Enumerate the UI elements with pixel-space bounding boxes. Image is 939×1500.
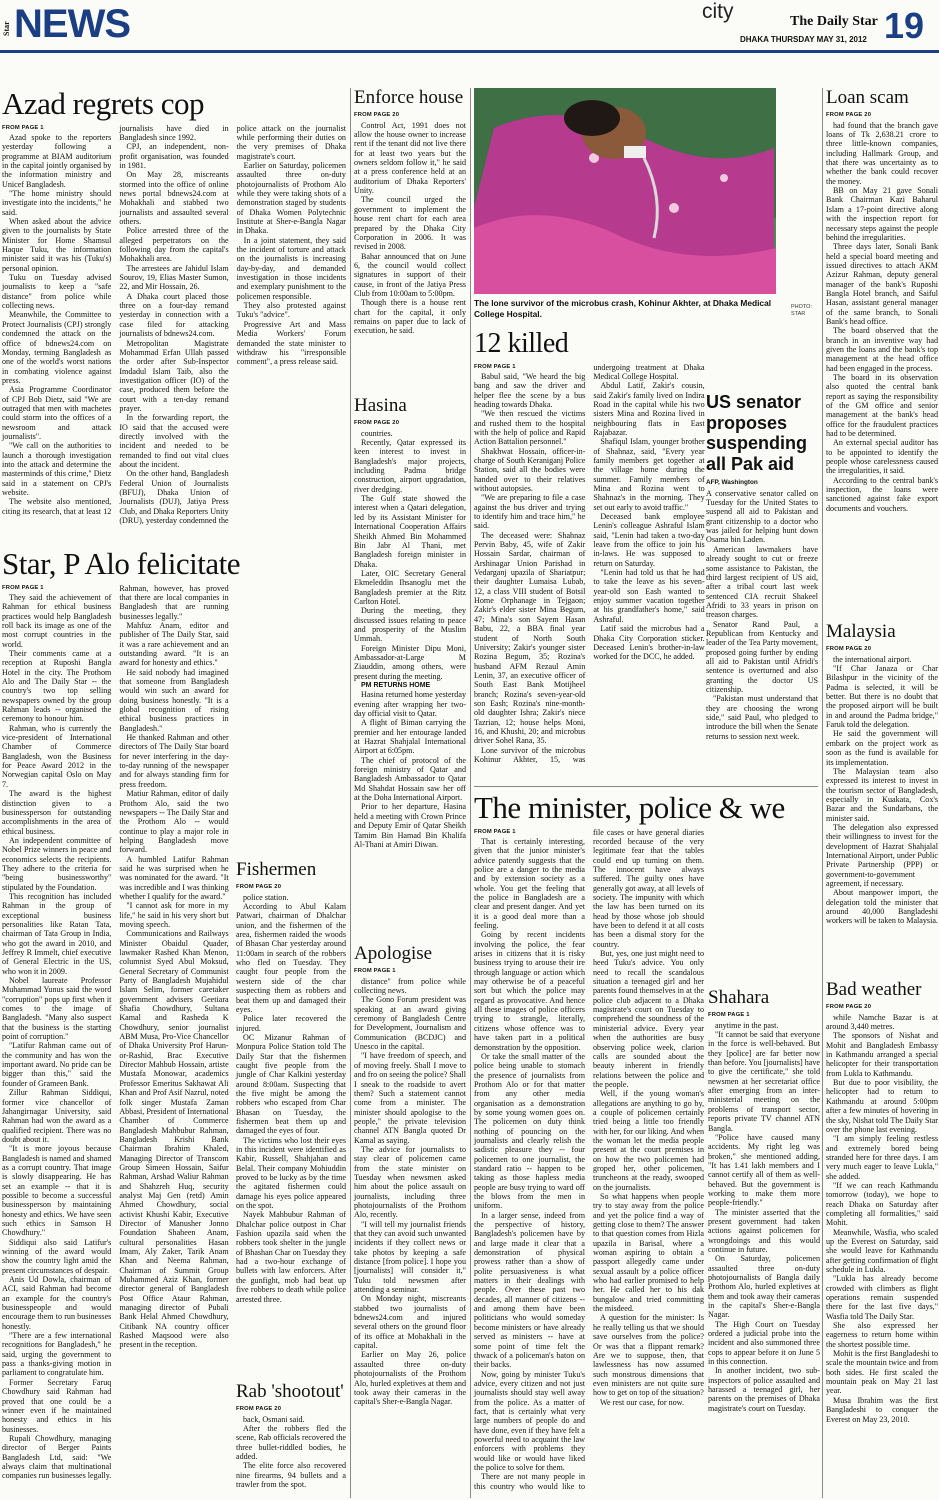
article-paragraph: Matiur Rahman, editor of daily Prothom Alo, said the two newspapers -- The Daily Star and the Prothom Alo -- would continue to play a major role in helping Bangladesh move forward. [119, 789, 229, 855]
article-hasina [354, 396, 466, 936]
jump-label: FROM PAGE 1 [2, 584, 44, 591]
jump-label: FROM PAGE 20 [826, 646, 872, 653]
article-paragraph: A flight of Biman carrying the premier and her entourage landed at Hazrat Shahjalal International Airport at 6:05pm. [354, 718, 466, 756]
paper-name: The Daily Star [790, 14, 878, 29]
article-paragraph: But due to poor visibility, the helicopter had to return to Kathmandu at around 5:00pm after a few minutes of hovering in the sky, Nishat told The Daily Star over the phone last evening. [826, 1078, 938, 1134]
jump-label: FROM PAGE 20 [236, 884, 282, 891]
article-paragraph: Latif said the microbus had a Dhaka City Corporation sticker. Deceased Lenin's brother-in-law worked for the DCC, he added. [593, 624, 705, 662]
article-paragraph: Now, going by minister Tuku's advice, every citizen and not just journalists should stay well away from the police. As a matter of fact, that is certainly what very large numbers of people do and have done, even if they have felt a powerful need to acquaint the law enforcers with problems they would like or would have liked the police to solve for them. [474, 1369, 586, 1472]
headline: Apologise [354, 943, 433, 964]
article-loan-scam [826, 88, 938, 618]
article-paragraph: PM RETURNS HOME [361, 682, 431, 689]
article-paragraph: "We are preparing to file a case against the bus driver and trying to identify him and trace him," he said. [474, 493, 586, 531]
article-paragraph: There are not many people in this country who would like to file cases or have general diaries recorded because of the very legitimate fear that the tables could end up turning on them. The innocent have always suffered. The guilty ones have generally got away, at all levels of society. The impunity with which the law has been turned on its head by those whose job should have been to defend it at all costs has been a dismal story for the country. [474, 827, 704, 1491]
article-body [474, 828, 704, 1494]
article-paragraph: The chief of protocol of the foreign ministry of Qatar and Bangladesh Ambassador to Qatar Md Shahdat Hossain saw her off at the Doha International Airport. [354, 755, 466, 803]
article-paragraph: The elite force also recovered nine firearms, 94 bullets and a trawler from the spot. [236, 1461, 346, 1490]
article-body [354, 111, 466, 392]
headline: Loan scam [826, 87, 909, 108]
article-paragraph: Control Act, 1991 does not allow the house owner to increase rent if the tenant did not live there for at least two years but the owners seldom follow it," he said at a press conference held at an auditorium of Dhaka Reporters' Unity. [354, 120, 466, 196]
article-paragraph: He said nobody had imagined that someone from Bangladesh would win such an award for doing business honestly. "It is a global recognition of rising ethical business practices in Bangladesh." [119, 667, 229, 733]
photo-caption: The lone survivor of the microbus crash, Kohinur Akhter, at Dhaka Medical College Hospital. [474, 298, 772, 319]
article-paragraph: Rupali Chowdhury, managing director of Berger Paints Bangladesh Ltd, said: "We always claim that multinational companies run businesses legally. Rahman, however, has proved that there are local companies in Bangladesh that are running businesses legally." [2, 583, 229, 1481]
article-body [236, 1405, 346, 1499]
article-paragraph: police station. [243, 892, 289, 902]
article-paragraph: The Gono Forum president was speaking at an award giving ceremony of Bangladesh Centre for Development, Journalism and Communication (BCDJC) and Unesco in the capital. [354, 995, 466, 1052]
jump-label: FROM PAGE 1 [474, 828, 516, 835]
article-paragraph: Foreign Minister Dipu Moni, Ambassador-at-Large M Ziauddin, among others, were present during the meeting. [354, 643, 466, 681]
article-paragraph: In another incident, two sub-inspectors of police assaulted and harassed a teenaged girl, her parents on the premises of Dhaka magistrate's court on Tuesday. [708, 1366, 820, 1413]
article-paragraph: The award is the highest distinction given to a businessperson for outstanding accomplishments in the area of ethical business. [2, 789, 112, 836]
article-paragraph: A conservative senator called on Tuesday for the United States to suspend all aid to Pakistan and grant citizenship to a doctor who was jailed for helping hunt down Osama bin Laden. [706, 488, 818, 545]
article-paragraph: Shafiqul Islam, younger brother of Shahnaz, said, "Every year family members get together at the village home during the summer. Family members of Mina and Rozina went to Shahnaz's in the morning. They set out early to avoid traffic." [593, 437, 705, 512]
article-paragraph: while Namche Bazar is at around 3,440 metres. [826, 1012, 938, 1032]
column-rule [470, 88, 471, 1498]
article-body [708, 1011, 820, 1499]
article-paragraph: Nobel laureate Professor Muhammad Yunus said the word "corruption" pops up first when it comes to the image of Bangladesh. "Many also suspect that the business is the starting point of corruption." [2, 976, 112, 1042]
article-paragraph: An external special auditor has to be appointed to identify the people whose carelessness caused the irregularities, it said. [826, 438, 938, 476]
article-paragraph: Communications and Railways Minister Obaidul Quader, lawmaker Rashed Khan Menon, columnist Syed Abul Moksud, General Secretary of Communist Party of Bangladesh Mujahidul Islam Selim, former caretaker government advisers Geetiara Shafia Chowdhury, Sultana Kamal and Rasheda K Chowdhury, senior journalist ABM Musa, Pro-Vice Chancellor of Dhaka University Prof Harun-or-Rashid, Brac Executive Director Mahbub Hossain, artiste Mustafa Monowar, academics Professor Emeritus Sakhawat Ali Khan and Prof Asif Nazrul, noted folk singer Mustafa Zaman Abbasi, President of International Chamber of Commerce Bangladesh Mahbubur Rahman, Bangladesh Krishi Bank Chairman Ibrahim Khaled, Managing Director of Transcom Group Simeen Hossain, Saifur Rahman, Arshad Waliur Rahman and Shahzreh Huq, security analyst Maj Gen (retd) Amin Ahmed Chowdhury, social activist Khushi Kabir, Executive Director of Manusher Jonno Foundation Shaheen Anam, cultural personalities Hasan Imam, Aly Zaker, Tarik Anam Khan and Neema Rahman, Chairman of Summit Group Muhammed Aziz Khan, former director general of Bangladesh Post Office Ataur Rahman, managing director of Pubali Bank Helal Ahmed Chowdhury, Citibank NA country officer Rashed Maqsood were also present in the reception. [119, 929, 229, 1350]
article-azad [2, 88, 346, 538]
headline: Malaysia [826, 621, 896, 642]
jump-label: FROM PAGE 20 [826, 112, 872, 119]
article-paragraph: Going by recent incidents involving the police, the fear arises in citizens that it is risky business trying to arouse their ire through language or action which may otherwise be of a peaceful sort but which the police may regard as provocative. And hence all these images of police officers trying to strangle, literally, citizens whose offence was to have taken part in a political demonstration by the opposition. [474, 930, 585, 1052]
article-paragraph: Musa Ibrahim was the first Bangladeshi to conquer the Everest on May 23, 2010. [826, 1395, 938, 1424]
article-paragraph: Hasina returned home yesterday evening after wrapping her two-day official visit to Qatar. [354, 690, 466, 719]
article-bad-weather [826, 980, 938, 1498]
article-paragraph: The High Court on Tuesday ordered a judicial probe into the incident and also summoned three cops to appear before it on June 5 in this connection. [708, 1319, 820, 1367]
article-paragraph: Zillur Rahman Siddiqui, former vice chancellor of Jahangirnagar University, said Rahman had won the award as a qualified recipient. There was no doubt about it. [2, 1088, 112, 1144]
section-title: NEWS [14, 2, 130, 46]
headline: US senator proposes suspending all Pak aid [706, 392, 808, 475]
news-photo [474, 88, 776, 294]
article-paragraph: "If Char Janaza or Char Bilashpur in the vicinity of the Padma is selected, it will be better. But there is no doubt that the proposed airport will be built in and around the Padma bridge," Faruk told the delegation. [826, 664, 938, 730]
jump-label: FROM PAGE 1 [2, 124, 44, 131]
article-paragraph: "Pakistan must understand that they are choosing the wrong side," said Paul, who pledged to introduce the bill when the Senate returns to session next week. [706, 694, 818, 741]
article-paragraph: "We then rescued the victims and rushed them to the hospital with the help of police and Rapid Action Battalion personnel." [474, 409, 586, 447]
headline: Hasina [354, 395, 407, 416]
article-paragraph: "I cannot ask for more in my life," he said in his very short but moving speech. [119, 901, 229, 929]
article-paragraph: "I will tell my journalist friends that they can avoid such unwanted incidents if they collect news or take photos by keeping a safe distance [from police]. I hope you [journalists] will consider it," Tuku told newsmen after attending a seminar. [354, 1219, 466, 1295]
headline: Fishermen [236, 859, 317, 880]
article-paragraph: "Police have caused many accidents. My right leg was broken," she mentioned adding, "It has 1.41 lakh members and I cannot certify all of them as well-behaved. But the government is working to make them more people-friendly." [708, 1132, 820, 1208]
section-rule [474, 786, 818, 787]
photo-illustration [474, 88, 776, 294]
article-paragraph: In a larger sense, indeed from the perspective of history, Bangladesh's policemen have by and large made it clear that a demonstration of physical prowess rather than a show of polite persuasiveness is what matters in their dealings with people. Over these past two decades, all manner of citizens -- and among them have been politicians who would someday become ministers or have already served as ministers -- have at some point of time felt the thwack of a policeman's baton on their backs. [474, 1210, 585, 1370]
article-paragraph: On the other hand, Bangladesh Federal Union of Journalists (BFUJ), Dhaka Union of Journalists (DUJ), Jatiya Press Club, and Dhaka Reporters Unity (DRU), yesterday condemned the police attack on the journalist while performing their duties on the very premises of Dhaka magistrate's court. [119, 123, 346, 526]
article-paragraph: On Saturday, policemen assaulted three on-duty photojournalists of Bangla daily Prothom Alo, hurled expletives at them and took away their cameras in the capital's Sher-e-Bangla Nagar. [708, 1254, 820, 1320]
article-paragraph: The website also mentioned, citing its research, that at least 12 journalists have died in Bangladesh since 1992. [2, 123, 229, 516]
jump-label: FROM PAGE 20 [354, 112, 400, 119]
jump-label: FROM PAGE 1 [708, 1012, 750, 1019]
issue-date: DHAKA THURSDAY MAY 31, 2012 [740, 35, 867, 44]
article-paragraph: "Lenin had told us that he had to take the leave as his seven-year-old son Eash wanted to enjoy summer vacation together at his grandfather's home," said Ashraful. [593, 568, 705, 624]
article-paragraph: Meanwhile, Wasfia, who scaled up the Everest on Saturday, said she would leave for Kathmandu after getting confirmation of flight schedule in Lukla. [826, 1227, 938, 1274]
article-paragraph: The minister asserted that the present government had taken actions against policemen for wrongdoings and this would continue in future. [708, 1207, 820, 1254]
article-paragraph: Or take the small matter of the police being unable to stomach the presence of journalists from Prothom Alo or for that matter from any other media organisation as a demonstration by some young women goes on. The policemen on duty think nothing of pouncing on the journalists and clearly relish the sadistic pleasure they -- four policemen to one journalist, the standard ratio -- happen to be taking as those hapless media people are busy trying to ward off the blows from the men in uniform. [474, 1051, 585, 1211]
article-paragraph: "It is more joyous because Bangladesh is named and shamed as a corrupt country. That image is slowly disappearing. He has set an example -- that it is possible to become a successful businessperson by maintaining honesty and ethics. We have seen such ethics in Samson H Chowdhury." [2, 1144, 112, 1238]
article-paragraph: He thanked Rahman and other directors of The Daily Star board for never interfering in the day-to-day running of the newspaper and for always standing firm for press freedom. [119, 733, 229, 789]
article-paragraph: "If we can reach Kathmandu tomorrow (today), we hope to reach Dhaka on Saturday after completing all formalities," said Mohit. [826, 1180, 938, 1228]
article-paragraph: Recently, Qatar expressed its keen interest to invest in Bangladesh's major projects, including Padma bridge construction, airport upgradation, river dredging. [354, 438, 466, 494]
article-paragraph: Mahfuz Anam, editor and publisher of The Daily Star, said it was a rare achievement and an outstanding award. "It is an award for honesty and ethics." [119, 620, 229, 668]
column-rule [822, 88, 823, 1498]
article-paragraph: "It cannot be said that everyone in the force is well-behaved. But they [police] are far better now than before. You [journalists] have to give the certificate," she told newsmen at her secretariat office after emerging from an inter-ministerial meeting on the problems of transport sector, reports private TV channel ATN Bangla. [708, 1030, 820, 1133]
article-paragraph: Three days later, Sonali Bank held a special board meeting and issued directives to attach AKM Azizur Rahman, deputy general manager of the bank's Ruposhi Bangla Hotel branch, and Saiful Hasan, assistant general manager of the same branch, to Sonali Bank's head office. [826, 242, 938, 326]
article-paragraph: Deceased bank employee Lenin's colleague Ashraful Islam said, "Lenin had taken a two-day leave from the office to join his in-laws. He was supposed to return on Saturday. [593, 512, 705, 568]
article-paragraph: When asked about the advice given to the journalists by State Minister for Home Shamsul Haque Tuku, the information minister said it was his (Tuku's) personal opinion. [2, 217, 112, 273]
article-paragraph: During the meeting, they discussed issues relating to peace and prosperity of the Muslim Ummah. [354, 606, 466, 644]
article-body [354, 419, 466, 937]
article-paragraph: The victims who lost their eyes in this incident were identified as Kabir, Russell, Shahjahan and Belal. Their company Mohiuddin proved to be lucky as by the time the agitated fishermen could damage his eyes police appeared on the spot. [236, 1135, 346, 1211]
article-paragraph: BB on May 21 gave Sonali Bank Chairman Kazi Baharul Islam a 17-point directive along with the inspection report for necessary steps against the people behind the irregularities. [826, 186, 938, 242]
headline: Rab 'shootout' [236, 1381, 344, 1402]
article-enforce-house [354, 88, 466, 391]
article-paragraph: Later, OIC Secretary General Ekmeleddin Ihsanoglu met the Bangladesh premier at the Ritz Carlton Hotel. [354, 568, 466, 606]
headline: Azad regrets cop [2, 86, 205, 121]
article-paragraph: American lawmakers have already sought to cut or freeze some assistance to Pakistan, the third largest recipient of US aid, after a tribal court last week sentenced CIA recruit Shakeel Afridi to 33 years in prison on treason charges. [706, 544, 818, 620]
article-paragraph: "I have freedom of speech, and of moving freely. Shall I move to and fro on seeing the police? Shall I sneak to the roadside to avert them? Such a statement cannot come from a minister. The minister should apologise to the people," the private television channel ATN Bangla quoted Dr Kamal as saying. [354, 1051, 466, 1145]
article-paragraph: The council urged the government to implement the house rent chart for each area prepared by the Dhaka City Corporation in 2006. It was revised in 2008. [354, 195, 466, 252]
article-body [706, 489, 818, 789]
column-rule [350, 88, 351, 1498]
jump-label: FROM PAGE 20 [826, 1004, 872, 1011]
article-paragraph: Progressive Art and Mass Media Workers' Forum demanded the state minister to withdraw his "irresponsible comment", a press release said. [236, 319, 346, 367]
article-paragraph: Their comments came at a reception at Ruposhi Bangla Hotel in the city. The Prothom Alo and The Daily Star -- the country's two top selling newspapers owned by the group Rahman leads -- organised the ceremony to honour him. [2, 649, 112, 724]
article-paragraph: countries. [361, 428, 393, 438]
headline: Enforce house [354, 87, 464, 108]
article-paragraph: Tuku on Tuesday advised journalists to keep a "safe distance" from police while collecting news. [2, 273, 112, 311]
article-paragraph: Siddiqui also said Latifur's winning of the award would show the country light amid the present circumstances of despair. [2, 1237, 112, 1275]
article-paragraph: "There are a few international recognitions for Bangladesh," he said, urging the government to pass a thanks-giving motion in parliament to congratulate him. [2, 1331, 112, 1378]
article-paragraph: After the robbers fled the scene, Rab officials recovered the three bullet-riddled bodies, he added. [236, 1424, 346, 1462]
article-malaysia [826, 622, 938, 978]
headline: Shahara [708, 987, 770, 1008]
article-fishermen-col [236, 860, 346, 1380]
article-paragraph: The board in its observation also quoted the central bank report as saying the responsibility of the GM office and senior management at the bank's head office for the fraudulent practices had to be determined. [826, 373, 938, 439]
article-paragraph: A Dhaka court placed those three on a four-day remand yesterday in connection with a case filed for attacking journalists of bdnews24.com. [119, 291, 229, 339]
article-paragraph: Shakhwat Hossain, officer-in-charge of South Keraniganj Police Station, said all the bodies were handed over to their relatives without autopsies. [474, 446, 586, 494]
article-rab [236, 1382, 346, 1498]
article-paragraph: Though there is a house rent chart for the capital, it only remains on paper due to lack of execution, he said. [354, 298, 466, 336]
jump-label: FROM PAGE 20 [354, 420, 400, 427]
article-paragraph: About manpower import, the delegation told the minister that around 40,000 Bangladeshi workers will be taken to Malaysia. [826, 888, 938, 926]
article-paragraph: Rahman, who is currently the vice-president of International Chamber of Commerce Bangladesh, won the Business for Peace Award 2012 in the Norwegian capital Oslo on May 7. [2, 723, 112, 789]
article-paragraph: The Gulf state showed the interest when a Qatari delegation, led by its Assistant Minister for International Cooperation Affairs Sheikh Ahmed Bin Mohammed Bin Jabr Al Thani, met Bangladesh foreign minister in Dhaka. [354, 494, 466, 569]
article-paragraph: Well, if the young woman's allegations are anything to go by, a couple of policemen certainly tried being a little too friendly with her, for our liking. And when the woman let the media people present at the court premises in on how the two policemen had groped her, other policemen, truncheons at the ready, swooped on the journalists. [593, 1089, 704, 1192]
article-body [826, 111, 938, 619]
article-paragraph: Meanwhile, the Committee to Protect Journalists (CPJ) strongly condemned the attack on the office of bdnews24.com on Monday, terming Bangladesh as one of the world's worst nations in combating violence against press. [2, 310, 112, 385]
article-apologise [354, 944, 466, 1498]
article-body [826, 1003, 938, 1499]
headline: 12 killed [474, 328, 569, 359]
article-paragraph: Senator Rand Paul, a Republican from Kentucky and leader of the Tea Party movement, proposed going further by ending all aid to Pakistan until Afridi's sentence is overturned and also granting the doctor US citizenship. [706, 619, 818, 694]
article-paragraph: A question for the minister: Is he really telling us that we should save ourselves from the police? Or was that a flippant remark? Are we to suppose, then, that lawlessness has now assumed such monstrous dimensions that even ministers are not quite sure how to get on top of the situation? [593, 1313, 704, 1398]
article-paragraph: CPJ, an independent, non-profit organisation, was founded in 1981. [119, 142, 229, 170]
article-paragraph: The arrestees are Jahidul Islam Sourov, 19, Elias Master Sumon, 22, and Mir Hossain, 26. [119, 263, 229, 292]
jump-label: FROM PAGE 1 [474, 363, 516, 370]
article-paragraph: Azad spoke to the reporters yesterday following a programme at BIAM auditorium in the capital jointly organised by the information ministry and Unicef Bangladesh. [2, 132, 112, 189]
article-paragraph: The advice for journalists to stay clear of policemen came from the state minister on Tuesday when newsmen asked him about the police assault on journalists, including three photojournalists of the Prothom Alo, recently. [354, 1144, 466, 1220]
article-paragraph: Police later recovered the injured. [236, 1014, 346, 1033]
article-paragraph: They said the achievement of Rahman for ethical business practices would help Bangladesh roll back its image as one of the most corrupt countries in the world. [2, 592, 112, 649]
jump-label: FROM PAGE 1 [354, 968, 396, 975]
article-paragraph: Bahar announced that on June 6, the council would collect signatures in support of their cause, in front of the Jatiya Press Club from 10:00am to 5:00pm. [354, 251, 466, 298]
article-paragraph: Prior to her departure, Hasina held a meeting with Crown Prince and Deputy Emir of Qatar Sheikh Tamim Bin Hamad Bin Khalifa Al-Thani at Amiri Diwan. [354, 802, 466, 849]
headline: The minister, police & we [474, 790, 785, 825]
article-paragraph: An independent committee of Nobel Prize winners in peace and economics selects the recipients. They adhere to the criteria for "being businessworthy" stipulated by the Foundation. [2, 835, 112, 892]
photo-credit-label: PHOTO: [791, 304, 812, 310]
article-paragraph: The board observed that the branch in an inventive way had given the loans and the bank's top management at the head office had been engaged in the process. [826, 326, 938, 373]
article-paragraph: This recognition has included Rahman in the group of exceptional business personalities like Ratan Tata, chairman of Tata Group in India, who got the award in 2010, and Jeffrey R Immelt, chief executive of General Electric in the US, who won it in 2009. [2, 891, 112, 976]
article-paragraph: On Monday night, miscreants stabbed two journalists of bdnews24.com and injured several others on the ground floor of its office at Mohakhali in the capital. [354, 1294, 466, 1351]
article-paragraph: back, Osmani said. [243, 1414, 305, 1424]
article-shahara [708, 988, 820, 1498]
jump-label: FROM PAGE 20 [236, 1406, 282, 1413]
article-body [826, 645, 938, 979]
headline: Bad weather [826, 979, 922, 1000]
article-paragraph: That is certainly interesting, given that the junior minister's advice patently suggests that the police are a danger to the media and by extension society as a whole. You get the feeling that the police in Bangladesh are a clear and present danger. And yet it is a good deal more than a feeling. [474, 836, 585, 931]
article-paragraph: She also expressed her eagerness to return home within the shortest possible time. [826, 1321, 938, 1349]
article-paragraph: Babul said, "We heard the big bang and saw the driver and helper flee the scene by a bus heading towards Dhaka. [474, 371, 586, 409]
section-category: city [702, 0, 734, 23]
article-paragraph: had found that the branch gave loans of Tk 2,638.21 crore to three little-known companies, including Hallmark Group, and that there was uncertainty as to whether the bank could recover the money. [826, 120, 938, 186]
article-paragraph: Asia Programme Coordinator of CPJ Bob Dietz, said "We are outraged that men with machetes could storm into the offices of a newsroom and attack journalists". [2, 385, 112, 441]
article-paragraph: But, yes, one just might need to heed Tuku's advice. You only need to recall the scandalous situation a teenaged girl and her parents found themselves in at the police club adjacent to a Dhaka magistrate's court on Tuesday to comprehend the soundness of the ministerial advice. Every year when the authorities are busy observing police week, clarion calls are sounded about the beauty inherent in friendly relations between the police and the people. [593, 949, 704, 1089]
headline: Star, P Alo felicitate [2, 546, 240, 581]
article-paragraph: Anis Ud Dowla, chairman of ACI, said Rahman had become an example for the country's businesspeople and would encourage them to run businesses honestly. [2, 1275, 112, 1331]
article-paragraph: In the forwarding report, the IO said that the accused were directly involved with the incident and needed to be remanded to find out vital clues about the incident. [119, 413, 229, 469]
article-paragraph: Lone survivor of the microbus Kohinur Akhter, 15, was undergoing treatment at Dhaka Medical College Hospital. [474, 362, 705, 764]
article-paragraph: On May 28, miscreants stormed into the office of online news portal bdnews24.com at Mohakhali and stabbed two journalists and assaulted several others. [119, 170, 229, 227]
article-paragraph: "The home ministry should investigate into the incidents," he said. [2, 189, 112, 217]
article-paragraph: Abdul Latif, Zakir's cousin, said Zakir's family lived on Indira Road in the capital while his two sisters Mina and Rozina lived in neighbouring flats in East Rajabazar. [593, 381, 705, 437]
article-paragraph: The deceased were: Shahnaz Pervin Baby, 45, wife of Zakir Hossain Sardar, chairman of Arshinagar Union Parishad in Vedarganj upazila of Shariatpur; their daughter Lumaisa Lubab, 12, a class VIII student of Botsil Home Orphanage in Tejgaon; Zakir's elder sister Mina Begum, 47; Mina's son Sayem Hasan Babu, 22, a BBA final year student of North South University; Zakir's younger sister Rozina Begum, 35; Rozina's husband AFM Rezaul Amin Lenin, 37, an executive officer of South East Bank Motijheel branch; Rozina's seven-year-old son Eash; Rozina's nine-month-old daughter Ishra; Zakir's niece Tazrian, 12; house helps Moni, 16, and Khushi, 20; and microbus driver Sohel Rana, 35. [474, 530, 586, 746]
article-paragraph: The sponsors of Nishat and Mohit and Bangladesh Embassy in Kathmandu arranged a special helicopter for their transportation from Lukla to Kathmandu. [826, 1031, 938, 1078]
article-paragraph: The Malaysian team also expressed its interest to invest in the tourism sector of Bangladesh, especially in Kuakata, Cox's Bazar and the Sundarbans, the minister said. [826, 766, 938, 823]
photo-credit-source: STAR [791, 311, 806, 317]
article-paragraph: In a joint statement, they said the incident of torture and attack on the journalists is increasing day-by-day, and demanded investigation in those incidents and exemplary punishment to the policemen responsible. [236, 235, 346, 301]
article-paragraph: "I am simply feeling restless and extremely bored being stranded here for three days. I am very much eager to leave Lukla," she added. [826, 1134, 938, 1181]
article-paragraph: Earlier on Saturday, policemen assaulted three on-duty photojournalists of Prothom Alo while they were taking shots of a demonstration staged by students of Dhaka Women Polytechnic Institute at Sher-e-Bangla Nagar in Dhaka. [236, 160, 346, 236]
article-body [236, 883, 346, 1381]
article-paragraph: Metropolitan Magistrate Mohammad Erfan Ullah passed the order after Sub-Inspector Imdadul Islam Taib, also the investigation officer (IO) of the case, produced them before the court with a ten-day remand prayer. [119, 338, 229, 413]
page-number: 19 [884, 5, 925, 46]
article-paragraph: the international airport. [833, 654, 912, 664]
article-paragraph: Mohit is the first Bangladeshi to scale the mountain twice and from both sides. He first scaled the mountain peak on May 21 last year. [826, 1349, 938, 1396]
article-paragraph: "We call on the authorities to launch a thorough investigation into the attack and determine the masterminds of this crime," Dietz said in a statement on CPJ's website. [2, 441, 112, 498]
masthead-brand: Star [2, 21, 11, 36]
masthead [0, 0, 939, 52]
byline: AFP, Washington [706, 478, 758, 486]
article-paragraph: OC Mizanur Rahman of Monpura Police Station told The Daily Star that the fishermen caught five people from the jungle of Char Kalkini yesterday around 8:00am. Suspecting that the five might be among the robbers who escaped from Char Bhasan on Tuesday, the fishermen beat them up and damaged the eyes of four. [236, 1032, 346, 1136]
masthead-rule [0, 50, 939, 53]
photo-credit [791, 304, 812, 318]
article-paragraph: So what happens when people try to stay away from the police and yet the police find a way of getting close to them? The answer to that question comes from Hizla upazila in Barisal, where a woman aspiring to obtain a passport allegedly came under sexual assault by a police officer who had earlier promised to help her. He called her to his dak bungalow and tried committing the misdeed. [593, 1192, 704, 1314]
article-paragraph: Earlier on May 26, police assaulted three on-duty photojournalists of the Prothom Alo, hurled expletives at them and took away their cameras in the capital's Sher-e-Bangla Nagar. [354, 1350, 466, 1407]
article-us-senator [706, 392, 818, 784]
article-paragraph: According to the central bank's inspection, the loans were sanctioned against fake export documents and vouchers. [826, 475, 938, 513]
article-paragraph: According to Abul Kalam Patwari, chairman of Dhalchar union, and the fishermen of the area, fishermen raided the woods of Bhasan Char yesterday around 11:00am in search of the robbers who fled on Tuesday. They caught four people from the western side of the char suspecting them as robbers and beat them up and damaged their eyes. [236, 902, 346, 1014]
article-paragraph: anytime in the past. [715, 1020, 779, 1030]
article-paragraph: Police arrested three of the alleged perpetrators on the following day from the capital's Mohakhali area. [119, 226, 229, 264]
article-paragraph: Former Secretary Faruq Chowdhury said Rahman had proved that one could be a winner even if he maintained honesty and ethics in his businesses. [2, 1377, 112, 1434]
article-paragraph: He said the government will embark on the project work as soon as the fund is available for its implementation. [826, 729, 938, 767]
article-paragraph: We rest our case, for now. [600, 1397, 684, 1407]
article-body [2, 124, 346, 528]
article-paragraph: "Latifur Rahman came out of the community and has won the important award. No pride can be bigger than this," said the founder of Grameen Bank. [2, 1041, 112, 1088]
article-paragraph: Nayek Mahbubur Rahman of Dhalchar police outpost in Char Fashion upazila said when the robbers took shelter in the jungle of Bhashan Char on Tuesday they had a two-hour exchange of bullets with law enforcers. After the gunfight, mob had beat up five robbers to death while police arrested three. [236, 1210, 346, 1304]
article-paragraph: "Lukla has already become crowded with climbers as flight operations remain suspended there for the last five days," Wasfia told The Daily Star. [826, 1274, 938, 1321]
article-paragraph: distance" from police while collecting news. [354, 976, 466, 996]
article-paragraph: A humbled Latifur Rahman said he was surprised when he was nominated for the award. "It was incredible and I was thinking whether I qualify for the award." [119, 854, 229, 901]
article-paragraph: The delegation also expressed their willingness to invest for the development of Hazrat Shahjalal International Airport, under Public Private Partnership (PPP) or government-to-government agreement, if necessary. [826, 822, 938, 888]
article-body [354, 967, 466, 1499]
article-paragraph: They also protested against Tuku's "advice". [236, 301, 346, 320]
